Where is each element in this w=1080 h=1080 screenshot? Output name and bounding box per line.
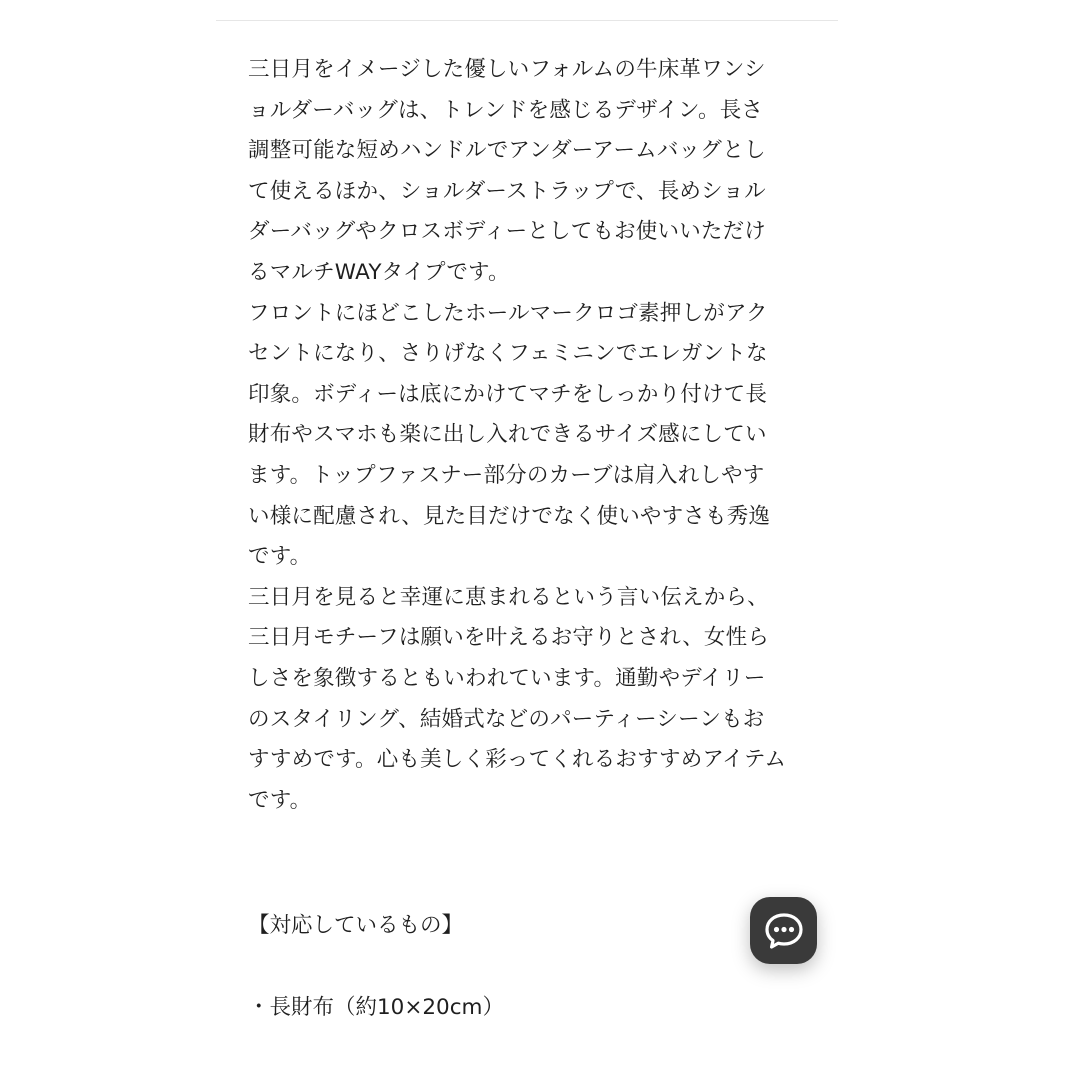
chat-button[interactable] xyxy=(750,897,817,964)
top-divider xyxy=(216,20,838,21)
description-line: 印象。ボディーは底にかけてマチをしっかり付けて長 xyxy=(248,381,768,407)
description-line: しさを象徴するともいわれています。通勤やデイリー xyxy=(248,665,766,691)
description-line: のスタイリング、結婚式などのパーティーシーンもお xyxy=(248,706,765,732)
description-line: ダーバッグやクロスボディーとしてもお使いいただけ xyxy=(248,219,767,245)
description-line: 調整可能な短めハンドルでアンダーアームバッグとし xyxy=(248,138,766,164)
description-line: て使えるほか、ショルダーストラップで、長めショル xyxy=(248,178,766,204)
description-line: い様に配慮され、見た目だけでなく使いやすさも秀逸 xyxy=(248,503,771,529)
description-line: 三日月をイメージした優しいフォルムの牛床革ワンシ xyxy=(248,57,766,82)
description-line: るマルチWAYタイプです。 xyxy=(248,259,510,285)
description-line: です。 xyxy=(248,544,312,570)
description-line: ョルダーバッグは、トレンドを感じるデザイン。長さ xyxy=(248,97,764,123)
description-line: ます。トップファスナー部分のカーブは肩入れしやす xyxy=(248,462,765,488)
description-line: すすめです。心も美しく彩ってくれるおすすめアイテム xyxy=(248,747,787,773)
compatible-items-heading: 【対応しているもの】 xyxy=(248,913,464,938)
description-line: 三日月モチーフは願いを叶えるお守りとされ、女性ら xyxy=(248,625,770,651)
chat-bubble-icon xyxy=(764,912,804,950)
description-line: です。 xyxy=(248,787,312,813)
compatible-list-item: ・長財布（約10×20cm） xyxy=(248,995,504,1020)
description-line: セントになり、さりげなくフェミニンでエレガントな xyxy=(248,341,768,367)
description-line: フロントにほどこしたホールマークロゴ素押しがアク xyxy=(248,300,768,326)
description-line: 三日月を見ると幸運に恵まれるという言い伝えから、 xyxy=(248,584,769,610)
description-line: 財布やスマホも楽に出し入れできるサイズ感にしてい xyxy=(248,422,767,448)
product-description xyxy=(248,50,818,821)
